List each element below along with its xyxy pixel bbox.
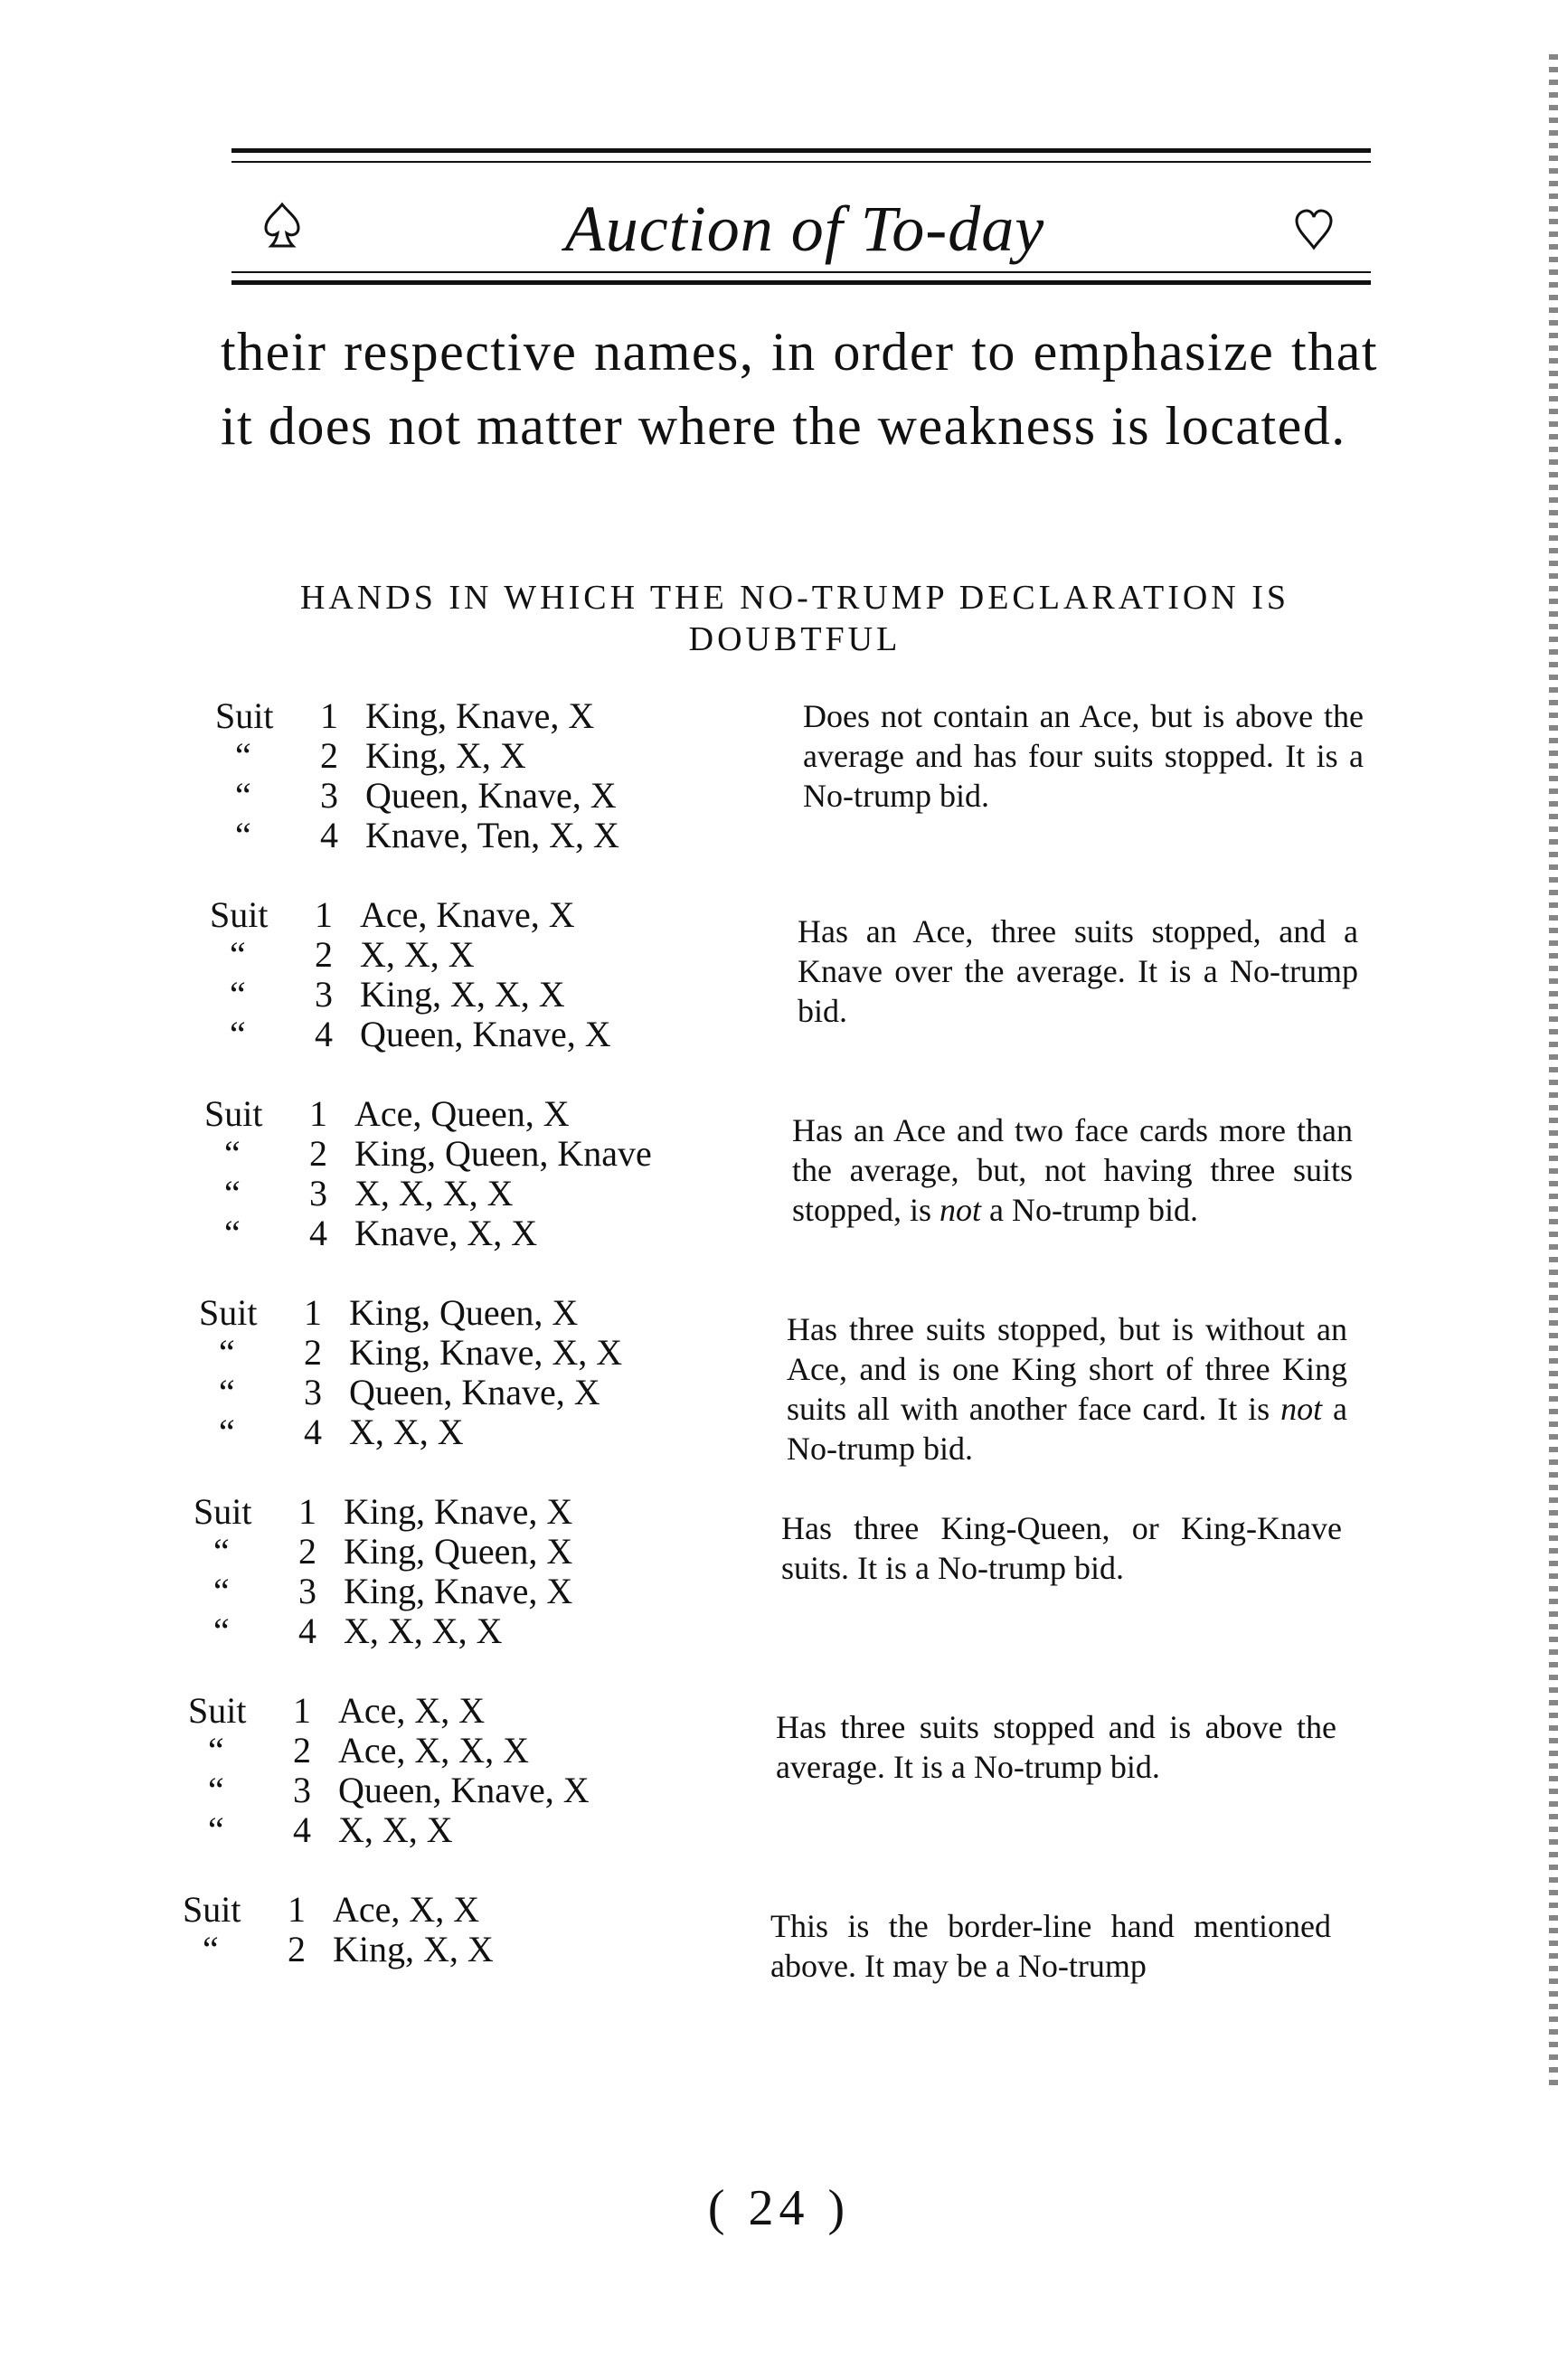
ditto-mark: “: [235, 735, 251, 776]
suit-number: 4: [309, 1213, 327, 1253]
suit-cards: King, Queen, X: [349, 1292, 579, 1333]
suit-label: Suit: [194, 1491, 252, 1532]
ditto-mark: “: [213, 1571, 230, 1611]
emphasis: not: [940, 1192, 982, 1228]
suit-number: 1: [288, 1889, 306, 1930]
suit-line: [188, 1691, 694, 1731]
page-edge: [1549, 54, 1558, 2089]
suit-number: 4: [293, 1809, 311, 1850]
suit-cards: Ace, Knave, X: [360, 894, 575, 935]
ditto-mark: “: [230, 1014, 246, 1054]
ditto-mark: “: [224, 1173, 241, 1214]
suit-cards: Ace, Queen, X: [354, 1093, 570, 1134]
suit-cards: Queen, Knave, X: [338, 1770, 590, 1810]
suit-line: [188, 1810, 694, 1850]
suit-cards: X, X, X, X: [354, 1173, 514, 1214]
suit-number: 3: [315, 974, 333, 1015]
suit-number: 4: [304, 1412, 322, 1452]
hand-commentary: Has an Ace and two face cards more than the average, but, not having three suits stopped, is not a No-trump bid.: [792, 1112, 1353, 1228]
suit-line: [215, 696, 722, 736]
hand-suits: [188, 1691, 694, 1850]
suit-line: [194, 1532, 700, 1572]
suit-number: 1: [293, 1690, 311, 1731]
ditto-mark: “: [203, 1929, 219, 1969]
suit-number: 3: [293, 1770, 311, 1810]
suit-cards: King, Queen, Knave: [354, 1133, 652, 1174]
suit-number: 1: [320, 695, 338, 736]
suit-line: [210, 975, 716, 1015]
section-heading-line1: HANDS IN WHICH THE NO-TRUMP DECLARATION IS: [299, 579, 1290, 617]
ditto-mark: “: [224, 1133, 241, 1174]
ditto-mark: “: [208, 1770, 224, 1810]
ditto-mark: “: [208, 1730, 224, 1771]
hand-suits: [204, 1094, 711, 1253]
suit-number: 2: [315, 934, 333, 975]
ditto-mark: “: [219, 1412, 235, 1452]
suit-cards: X, X, X: [349, 1412, 464, 1452]
hand-commentary: Has an Ace, three suits stopped, and a Knave over the average. It is a No-trump bid.: [798, 913, 1358, 1029]
suit-number: 2: [298, 1531, 316, 1572]
suit-label: Suit: [188, 1690, 247, 1731]
suit-cards: Queen, Knave, X: [365, 775, 617, 816]
header-rule-top-thin: [231, 161, 1371, 163]
suit-cards: Knave, Ten, X, X: [365, 815, 619, 855]
suit-line: [210, 1015, 716, 1054]
suit-number: 3: [298, 1571, 316, 1611]
suit-line: [194, 1572, 700, 1611]
ditto-mark: “: [224, 1213, 241, 1253]
suit-cards: King, Knave, X, X: [349, 1332, 623, 1373]
suit-number: 1: [298, 1491, 316, 1532]
suit-line: [215, 816, 722, 855]
suit-line: [183, 1890, 689, 1930]
ditto-mark: “: [208, 1809, 224, 1850]
suit-cards: King, X, X: [333, 1929, 494, 1969]
suit-line: [204, 1134, 711, 1174]
suit-line: [188, 1771, 694, 1810]
suit-number: 2: [304, 1332, 322, 1373]
suit-label: Suit: [210, 894, 269, 935]
suit-number: 3: [304, 1372, 322, 1412]
suit-number: 3: [309, 1173, 327, 1214]
suit-line: [194, 1492, 700, 1532]
suit-label: Suit: [204, 1093, 263, 1134]
running-head: [244, 181, 1365, 289]
hand-commentary: Does not contain an Ace, but is above the average and has four suits stopped. It is a No-trump bid.: [803, 698, 1364, 814]
suit-cards: King, Knave, X: [344, 1571, 573, 1611]
suit-cards: X, X, X: [338, 1809, 453, 1850]
hand-suits: [194, 1492, 700, 1651]
header-rule-bottom: [231, 280, 1371, 285]
suit-line: [210, 935, 716, 975]
suit-cards: Ace, X, X, X: [338, 1730, 530, 1771]
suit-cards: King, Knave, X: [344, 1491, 573, 1532]
hand-commentary: Has three suits stopped, but is without an Ace, and is one King short of three King suits all with another face card. It is not a No-trump bid.: [787, 1311, 1347, 1467]
suit-cards: King, X, X: [365, 735, 526, 776]
page-title: Auction of To-day: [564, 193, 1045, 265]
suit-cards: King, Knave, X: [365, 695, 595, 736]
suit-label: Suit: [183, 1889, 241, 1930]
suit-cards: Ace, X, X: [333, 1889, 480, 1930]
suit-line: [215, 736, 722, 776]
section-heading-line2: DOUBTFUL: [688, 620, 902, 658]
suit-number: 2: [293, 1730, 311, 1771]
suit-line: [204, 1174, 711, 1214]
suit-line: [194, 1611, 700, 1651]
heart-icon: [1293, 208, 1335, 251]
ditto-mark: “: [213, 1531, 230, 1572]
emphasis: not: [1280, 1391, 1323, 1427]
ditto-mark: “: [219, 1332, 235, 1373]
header-rule-top: [231, 148, 1371, 153]
hand-suits: [215, 696, 722, 855]
suit-line: [215, 776, 722, 816]
suit-cards: King, X, X, X: [360, 974, 565, 1015]
suit-cards: X, X, X: [360, 934, 475, 975]
suit-line: [204, 1094, 711, 1134]
suit-cards: King, Queen, X: [344, 1531, 573, 1572]
suit-number: 4: [320, 815, 338, 855]
suit-number: 1: [309, 1093, 327, 1134]
suit-cards: Queen, Knave, X: [360, 1014, 611, 1054]
hand-commentary: Has three suits stopped and is above the average. It is a No-trump bid.: [776, 1709, 1336, 1785]
suit-line: [210, 895, 716, 935]
suit-label: Suit: [199, 1292, 258, 1333]
suit-line: [199, 1373, 705, 1412]
suit-number: 4: [298, 1610, 316, 1651]
suit-line: [199, 1412, 705, 1452]
ditto-mark: “: [230, 934, 246, 975]
suit-cards: Ace, X, X: [338, 1690, 486, 1731]
body-paragraph: their respective names, in order to emphasize that it does not matter where the weakness is located.: [221, 322, 1378, 456]
suit-line: [188, 1731, 694, 1771]
hand-commentary: Has three King-Queen, or King-Knave suits. It is a No-trump bid.: [781, 1510, 1342, 1586]
suit-cards: Knave, X, X: [354, 1213, 538, 1253]
hand-suits: [183, 1890, 689, 1969]
suit-label: Suit: [215, 695, 274, 736]
ditto-mark: “: [219, 1372, 235, 1412]
ditto-mark: “: [213, 1610, 230, 1651]
page-number: ( 24 ): [707, 2180, 851, 2236]
suit-number: 1: [315, 894, 333, 935]
hand-suits: [210, 895, 716, 1054]
ditto-mark: “: [230, 974, 246, 1015]
hand-commentary: This is the border-line hand mentioned above. It may be a No-trump: [770, 1908, 1331, 1984]
suit-cards: Queen, Knave, X: [349, 1372, 600, 1412]
suit-number: 4: [315, 1014, 333, 1054]
suit-line: [199, 1333, 705, 1373]
hand-suits: [199, 1293, 705, 1452]
section-heading: [221, 577, 1369, 660]
ditto-mark: “: [235, 815, 251, 855]
suit-number: 2: [309, 1133, 327, 1174]
suit-line: [204, 1214, 711, 1253]
suit-number: 1: [304, 1292, 322, 1333]
header-rule-bottom-thin: [231, 271, 1371, 273]
suit-line: [183, 1930, 689, 1969]
suit-cards: X, X, X, X: [344, 1610, 503, 1651]
suit-number: 3: [320, 775, 338, 816]
suit-number: 2: [288, 1929, 306, 1969]
suit-number: 2: [320, 735, 338, 776]
ditto-mark: “: [235, 775, 251, 816]
suit-line: [199, 1293, 705, 1333]
